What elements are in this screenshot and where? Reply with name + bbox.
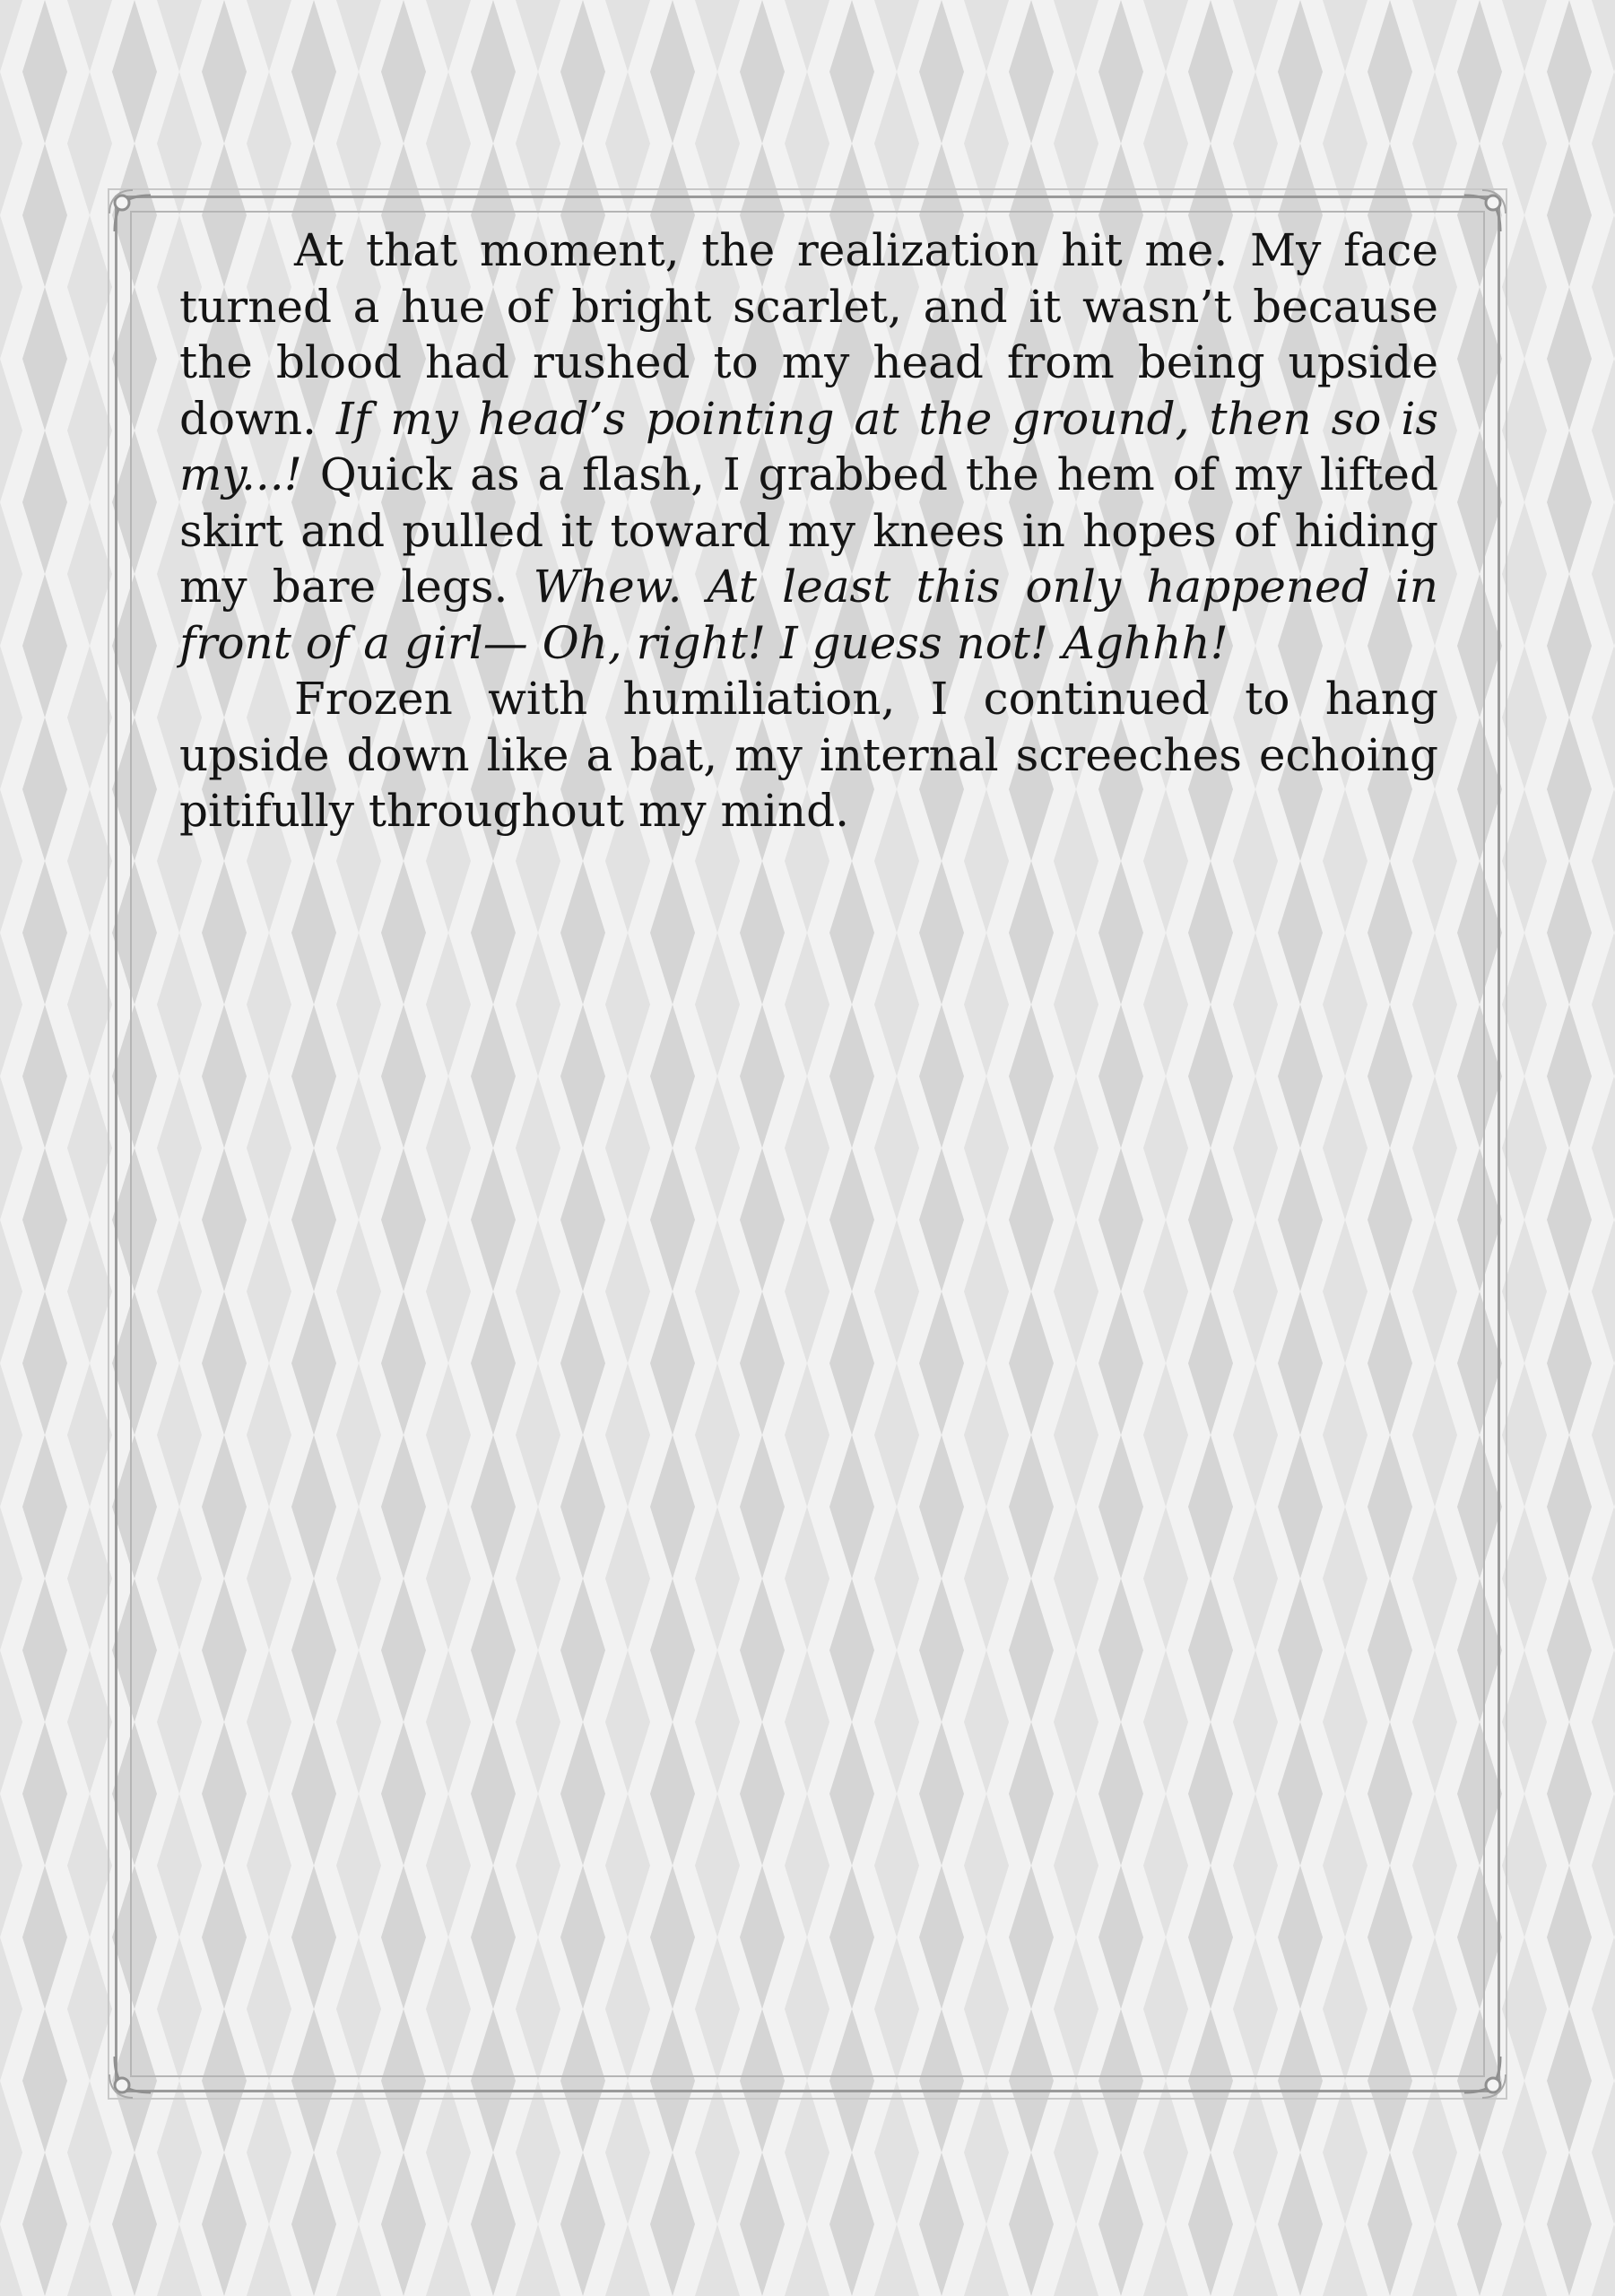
corner-ornament-top-right-icon: [1455, 187, 1509, 240]
text-segment: At that moment, the realization hit me. My face turned a hue of bright scarlet, and it wasn’t because the blood had rushed to my head from being upside down.: [179, 224, 1438, 445]
corner-ornament-bottom-left-icon: [106, 2048, 160, 2101]
corner-ornament-top-left-icon: [106, 187, 160, 240]
corner-ornament-bottom-right-icon: [1455, 2048, 1509, 2101]
body-text: [179, 222, 1438, 839]
paragraph-2: [179, 671, 1438, 839]
text-segment: Frozen with humiliation, I continued to hang upside down like a bat, my internal screeches echoing pitifully throughout my mind.: [179, 673, 1438, 837]
italic-thought: Whew. At least this only happened in front of a girl— Oh, right! I guess not! Aghhh!: [179, 561, 1438, 669]
paragraph-1: [179, 222, 1438, 671]
italic-thought: If my head’s pointing at the ground, then so is my...!: [179, 392, 1438, 500]
text-segment: Quick as a flash, I grabbed the hem of my lifted skirt and pulled it toward my knees in hopes of hiding my bare legs.: [179, 448, 1438, 613]
